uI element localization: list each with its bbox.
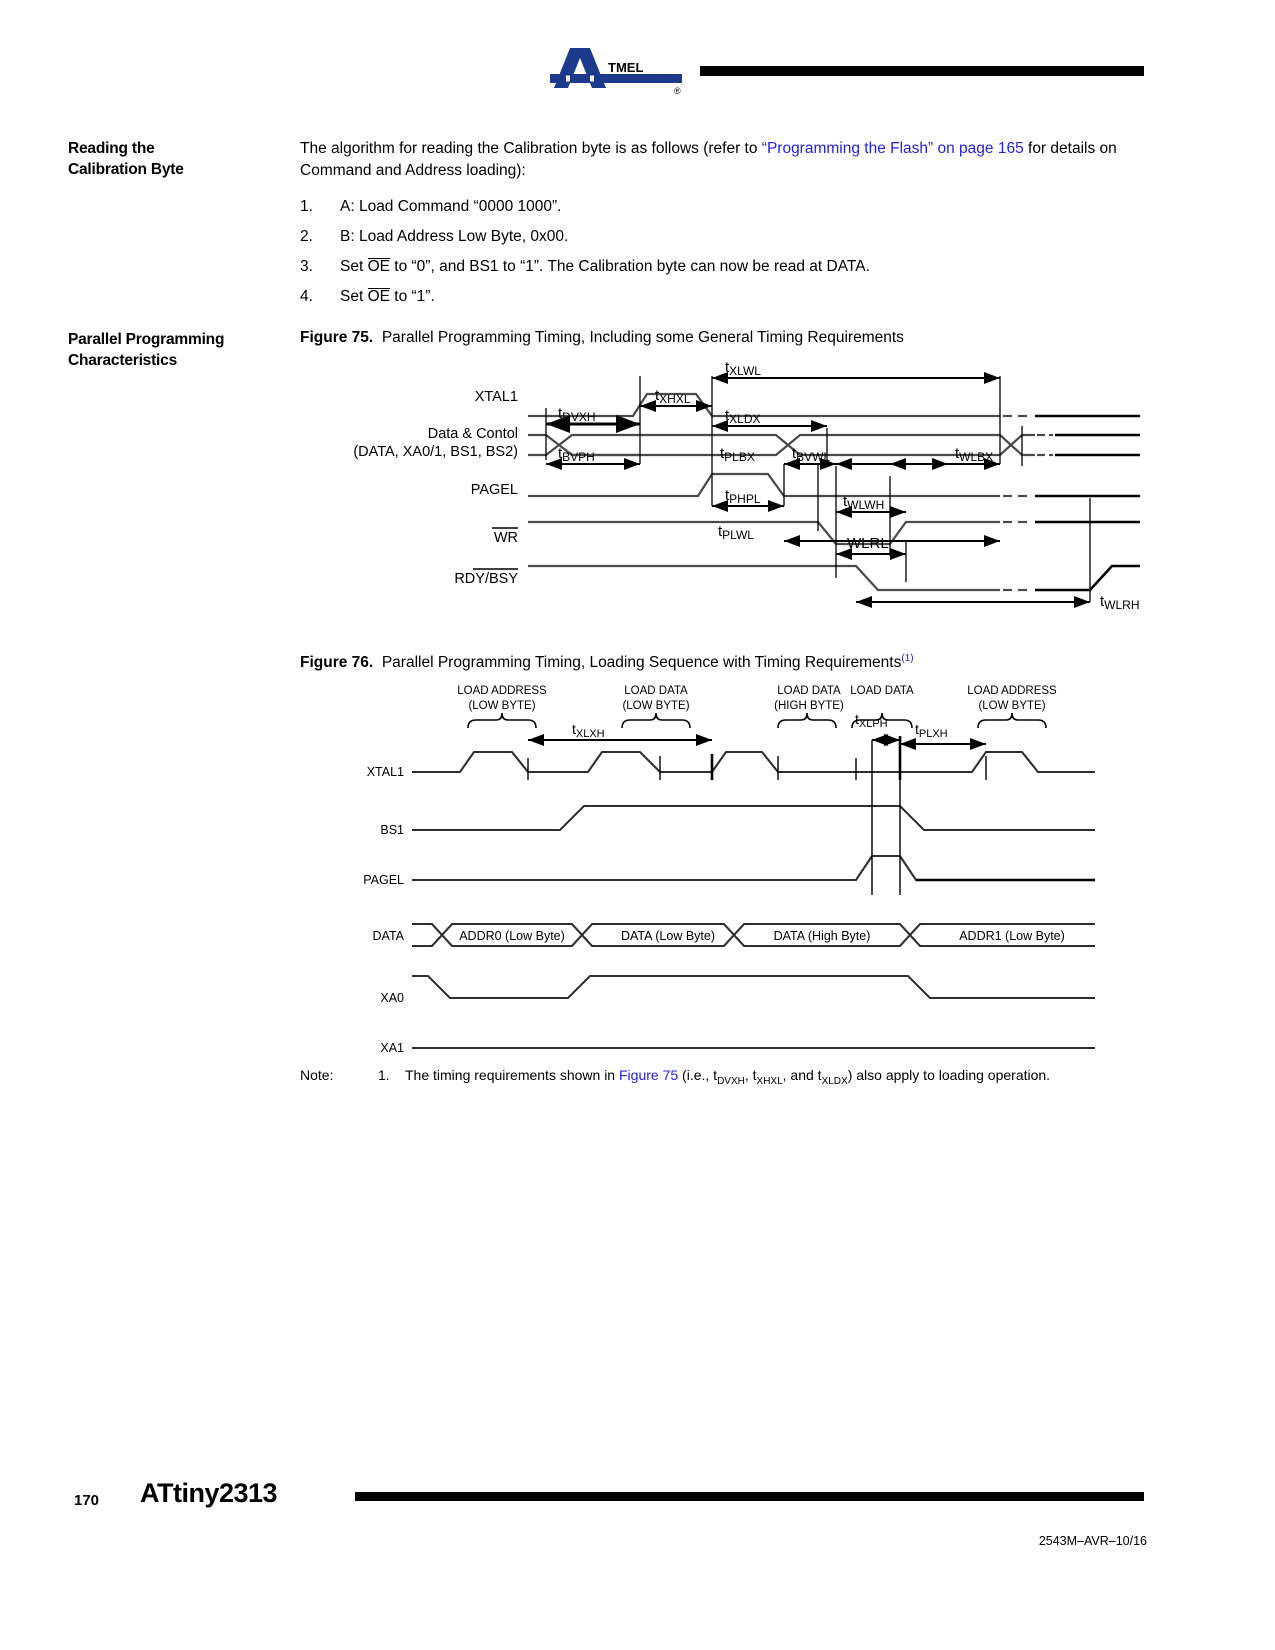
fig76-group-label: LOAD DATA: [624, 685, 688, 697]
overline-oe: OE: [367, 288, 390, 305]
figure-76-footnote-ref[interactable]: (1): [901, 653, 914, 664]
figure-75-caption: [300, 329, 904, 347]
figure-76-diagram: [300, 680, 1145, 1055]
fig76-group-label: LOAD ADDRESS: [457, 685, 547, 697]
footer-rule: [355, 1492, 1144, 1501]
link-figure-75[interactable]: Figure 75: [619, 1067, 679, 1083]
fig76-timing-label: $t_{XLPH}$: [855, 711, 888, 730]
fig76-group-label: (LOW BYTE): [468, 700, 536, 712]
sidebar-head-parallel-line1: Parallel Programming: [68, 331, 225, 348]
fig76-group-label: LOAD ADDRESS: [967, 685, 1057, 697]
footer-page-number: 170: [74, 1492, 100, 1509]
footer-device-name: ATtiny2313: [140, 1478, 278, 1508]
link-programming-the-flash[interactable]: “Programming the Flash” on page 165: [761, 140, 1024, 157]
fig75-timing-label: WLRL: [847, 535, 889, 552]
list-item: 1. A: Load Command “0000 1000”.: [300, 198, 562, 215]
fig76-group-label: LOAD DATA: [850, 685, 914, 697]
figure-75-title: Parallel Programming Timing, Including some General Timing Requirements: [381, 329, 904, 346]
svg-text:TMEL: TMEL: [608, 60, 644, 75]
figure-76-caption: [300, 653, 914, 672]
fig76-group-label: (LOW BYTE): [622, 700, 690, 712]
fig76-signal-label: XTAL1: [366, 765, 404, 779]
figure-75-diagram: [300, 356, 1140, 621]
note-number: 1.: [378, 1067, 390, 1083]
fig75-timing-label: $t_{PLBX}$: [720, 445, 755, 464]
fig75-signal-label: (DATA, XA0/1, BS1, BS2): [353, 444, 518, 460]
figure-76-label: Figure 76.: [300, 654, 374, 672]
list-item: 4. Set OE to “1”.: [300, 288, 435, 305]
intro-paragraph: The algorithm for reading the Calibration byte is as follows (refer to “Programming the Flash” on page 165 for details on Command and Address loading):: [300, 140, 1117, 179]
fig76-timing-label: $t_{XLXH}$: [572, 721, 605, 740]
sidebar-head-reading-line1: Reading the: [68, 140, 155, 157]
fig76-data-cell: DATA (Low Byte): [620, 929, 716, 943]
list-item: 3. Set OE to “0”, and BS1 to “1”. The Calibration byte can now be read at DATA.: [300, 258, 870, 275]
steps-list: [300, 192, 1148, 312]
fig75-timing-label: $t_{WLBX}$: [955, 445, 994, 464]
fig76-signal-label: PAGEL: [363, 873, 404, 887]
fig76-group-label: (HIGH BYTE): [774, 700, 844, 712]
sidebar-head-parallel-line2: Characteristics: [68, 352, 178, 369]
overline-oe: OE: [367, 258, 390, 275]
figure-76-title: Parallel Programming Timing, Loading Sequence with Timing Requirements: [381, 654, 902, 672]
svg-text:®: ®: [674, 86, 681, 96]
fig75-timing-label: $t_{BVWL}$: [792, 445, 831, 464]
fig75-timing-label: $t_{PHPL}$: [725, 487, 761, 506]
fig76-signal-label: BS1: [380, 823, 404, 837]
fig75-signal-label: Data & Contol: [427, 426, 518, 442]
fig75-timing-label: $t_{DVXH}$: [558, 405, 596, 424]
note-text: The timing requirements shown in Figure 75 (i.e., $t_{DVXH}$, $t_{XHXL}$, and $t_{XLDX}$) also apply to loading operation.: [405, 1067, 1051, 1087]
sidebar-head-reading-line2: Calibration Byte: [68, 161, 184, 178]
note-label: Note:: [300, 1067, 334, 1083]
fig75-timing-label: $t_{BVPH}$: [558, 445, 595, 464]
fig75-signal-label: WR: [493, 530, 518, 546]
fig76-group-label: LOAD DATA: [777, 685, 841, 697]
list-item: 2. B: Load Address Low Byte, 0x00.: [300, 228, 569, 245]
fig76-data-cell: ADDR1 (Low Byte): [959, 929, 1065, 943]
fig76-signal-label: DATA: [372, 929, 404, 943]
fig75-timing-label: $t_{XHXL}$: [655, 387, 691, 406]
fig75-signal-label: PAGEL: [470, 482, 518, 498]
fig75-timing-label: $t_{XLDX}$: [725, 407, 761, 426]
fig76-signal-label: XA0: [380, 991, 404, 1005]
figure-75-label: Figure 75.: [300, 329, 374, 346]
header-rule: [700, 66, 1144, 76]
fig75-timing-label: $t_{PLWL}$: [718, 523, 754, 542]
fig76-data-cell: DATA (High Byte): [773, 929, 871, 943]
atmel-logo: [546, 44, 686, 96]
fig75-signal-label: RDY/BSY: [454, 571, 518, 587]
figure-76-note: [300, 1065, 1150, 1092]
fig75-timing-label: $t_{WLWH}$: [843, 493, 885, 512]
fig76-timing-label: $t_{PLXH}$: [915, 721, 948, 740]
footer-doc-code: 2543M–AVR–10/16: [1038, 1534, 1147, 1548]
fig76-group-label: (LOW BYTE): [978, 700, 1046, 712]
fig76-signal-label: XA1: [380, 1041, 404, 1055]
fig75-signal-label: XTAL1: [474, 389, 518, 405]
fig76-data-cell: ADDR0 (Low Byte): [459, 929, 565, 943]
fig75-timing-label: $t_{WLRH}$: [1100, 593, 1140, 612]
fig75-timing-label: $t_{XLWL}$: [725, 359, 761, 378]
